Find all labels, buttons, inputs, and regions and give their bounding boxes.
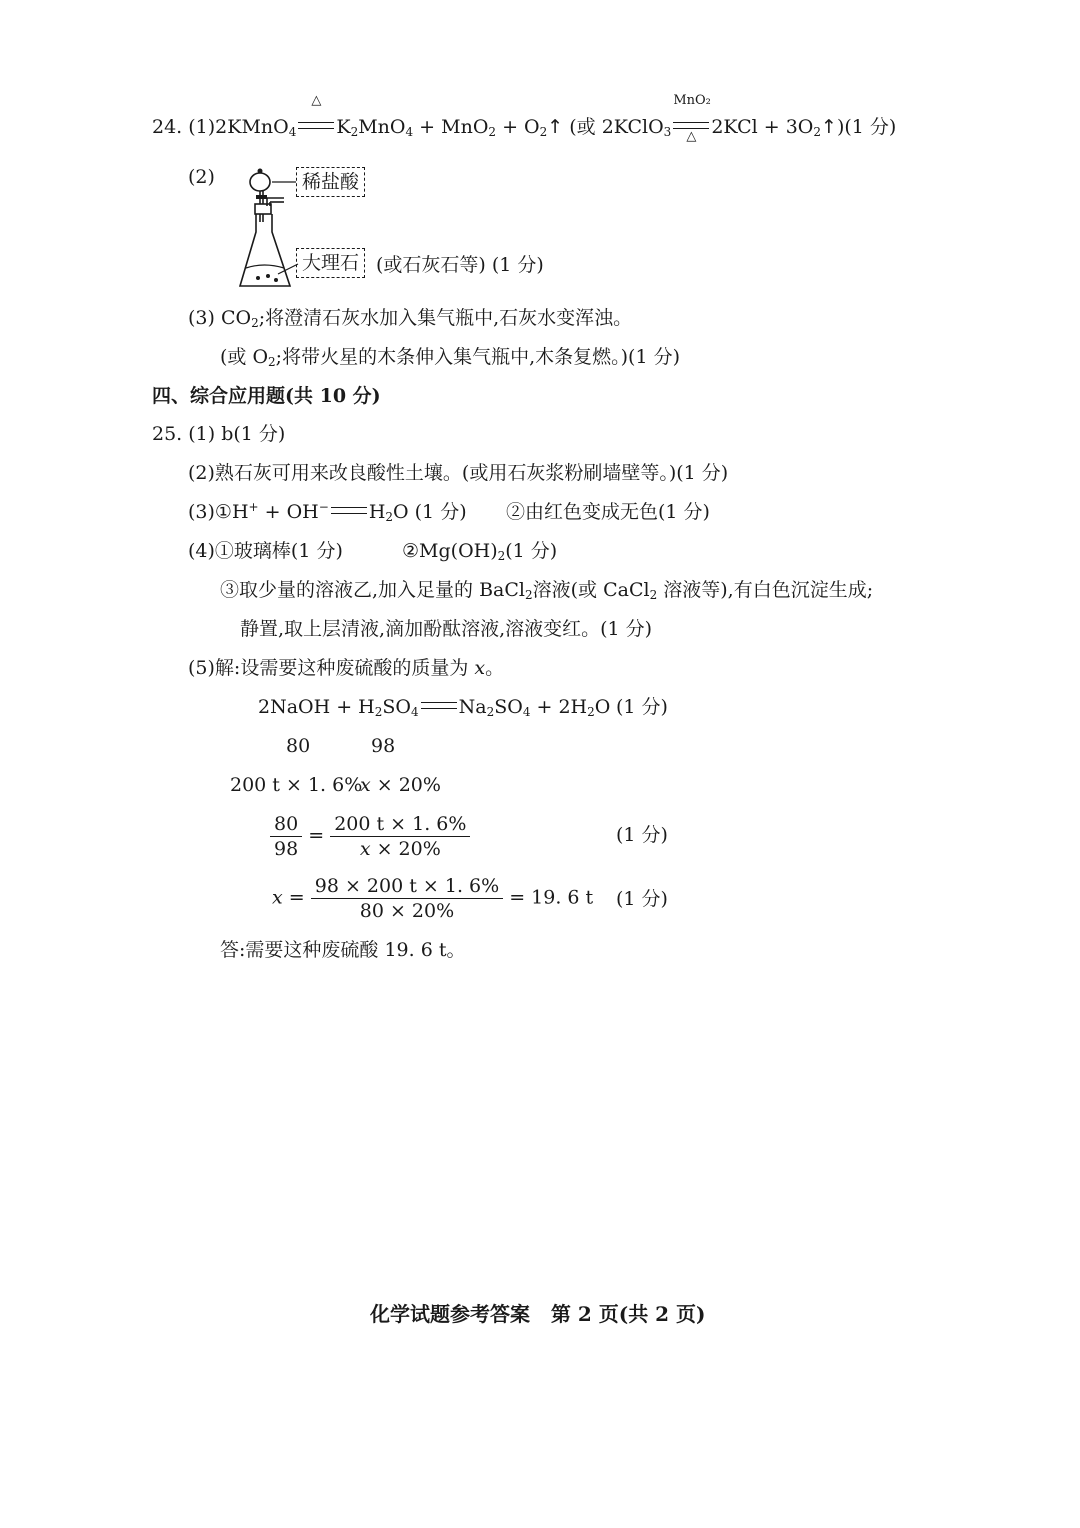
frac1-num: 80: [270, 812, 302, 837]
q25-part1: 25. (1) b(1 分): [152, 423, 286, 445]
q24-part1: [152, 93, 897, 144]
intro-var: x: [474, 657, 486, 679]
k2mno4-sub: 4: [405, 125, 414, 139]
frac3-num: 98 × 200 t × 1. 6%: [311, 874, 503, 899]
k2mno4-k: K: [336, 116, 351, 138]
so4: SO: [382, 696, 411, 718]
equals-sign-2: [421, 702, 457, 709]
glass-rod: (4)①玻璃棒(1 分): [188, 540, 343, 562]
oh-ion-charge: −: [318, 500, 329, 514]
q25-part3: [188, 499, 467, 525]
proportion: $\frac{80}{98}$ = $\frac{200 t \times 1. 6\%}{x \times 20\%}$: [270, 812, 470, 861]
q24-part3-line1: [188, 305, 632, 331]
mgoh2-sub: 2: [497, 549, 506, 563]
mgoh2: ②Mg(OH): [402, 540, 498, 562]
up-arrow-icon-2: ↑: [821, 116, 837, 138]
h2-sub: 2: [374, 705, 383, 719]
fraction-solve: [311, 874, 503, 923]
catalyst-label: MnO₂: [673, 93, 711, 108]
molar-mass-h2so4: 98: [371, 735, 396, 757]
water-sub: 2: [385, 510, 394, 524]
score: (1 分): [844, 116, 897, 138]
bacl2-text: ③取少量的溶液乙,加入足量的 BaCl: [220, 579, 525, 601]
h2o-h: + 2H: [530, 696, 588, 718]
kmno4-sub: 4: [288, 125, 297, 139]
na: Na: [458, 696, 487, 718]
mass-var: x: [360, 774, 371, 796]
water-o: O (1 分): [393, 501, 467, 523]
kcl-o2: 2KCl + 3O: [711, 116, 814, 138]
q25-part3-b: ②由红色变成无色(1 分): [506, 501, 710, 523]
section-4-heading: 四、综合应用题(共 10 分): [152, 385, 381, 407]
q25-part5-intro: [188, 655, 504, 681]
precipitate-text: 溶液等),有白色沉淀生成;: [657, 579, 874, 601]
molar-mass-naoh: 80: [286, 735, 311, 757]
so4-2: SO: [494, 696, 523, 718]
solve-score: (1 分): [616, 888, 668, 910]
x-var: x: [272, 886, 283, 909]
mass-pct: × 20%: [370, 774, 441, 796]
o2-test: ;将带火星的木条伸入集气瓶中,木条复燃。)(1 分): [275, 346, 680, 368]
h-ion-charge: +: [248, 500, 259, 514]
q25-part4-line1-b: [402, 538, 557, 564]
alt-close: ): [836, 116, 845, 138]
so4-2-sub: 4: [522, 705, 531, 719]
co2-test: ;将澄清石灰水加入集气瓶中,石灰水变浑浊。: [258, 307, 633, 329]
q25-part4-line2: [220, 577, 873, 603]
o2-sub: 2: [539, 125, 548, 139]
catalyst-equals-sign: [673, 93, 711, 144]
mass-h2so4: [360, 772, 441, 798]
dilute-hcl-label: 稀盐酸: [296, 167, 365, 197]
mgoh2-score: (1 分): [505, 540, 558, 562]
oh-ion: + OH: [258, 501, 319, 523]
h-ion: (3)①H: [188, 501, 249, 523]
k2mno4-k-sub: 2: [350, 125, 359, 139]
heat-symbol: △: [311, 93, 322, 108]
q24-part2-label: (2): [188, 166, 215, 188]
naoh-h: 2NaOH + H: [258, 696, 375, 718]
frac2-var: x: [359, 838, 371, 860]
marble-label: 大理石: [296, 248, 365, 278]
o2-alt: (或 O: [220, 346, 269, 368]
q25-part4-line3: 静置,取上层清液,滴加酚酞溶液,溶液变红。(1 分): [240, 618, 653, 640]
marble-note: (或石灰石等) (1 分): [376, 254, 544, 276]
q25-part4-line1: [188, 538, 343, 564]
kclo3-sub: 3: [663, 125, 672, 139]
mno2: + MnO: [413, 116, 489, 138]
neutralization-equation: [258, 694, 610, 720]
fraction-mr: [270, 812, 302, 861]
frac1-den: 98: [274, 838, 299, 860]
equals-sign: [331, 507, 367, 514]
kcl-o2-sub: 2: [813, 125, 822, 139]
o2: + O: [496, 116, 540, 138]
up-arrow-icon: ↑: [547, 116, 564, 138]
co2-sub: 2: [251, 316, 259, 330]
fraction-mass: [330, 812, 470, 861]
q25-part2: (2)熟石灰可用来改良酸性土壤。(或用石灰浆粉刷墙壁等。)(1 分): [188, 462, 729, 484]
x-result: = 19. 6 t: [509, 886, 594, 909]
kclo3: (或 2KClO: [569, 116, 664, 138]
bacl2-sub: 2: [524, 588, 533, 602]
frac2-den: [330, 837, 470, 861]
frac3-den: 80 × 20%: [359, 900, 455, 922]
h2o-o: O: [594, 696, 611, 718]
frac2-pct: × 20%: [370, 838, 441, 860]
so4-sub: 4: [411, 705, 419, 719]
cacl2-sub: 2: [649, 588, 658, 602]
na2-sub: 2: [486, 705, 495, 719]
h2o-sub: 2: [587, 705, 595, 719]
intro-end: 。: [485, 657, 505, 679]
proportion-score: (1 分): [616, 824, 668, 846]
mass-naoh: 200 t × 1. 6%: [230, 774, 363, 796]
water: H: [368, 501, 386, 523]
equation-score: (1 分): [616, 696, 668, 718]
intro-text: (5)解:设需要这种废硫酸的质量为: [188, 657, 475, 679]
o2-alt-sub: 2: [268, 355, 276, 369]
frac2-num: 200 t × 1. 6%: [330, 812, 470, 837]
solve-x: [272, 874, 593, 923]
flask-apparatus-icon: [234, 162, 304, 292]
co2: (3) CO: [188, 307, 252, 329]
q24-part3-line2: [220, 344, 680, 370]
kmno4: 2KMnO: [215, 116, 289, 138]
x-eq: =: [282, 886, 305, 909]
heat-symbol-2: △: [686, 129, 697, 144]
heat-equals-sign: [298, 93, 334, 140]
q24-label: 24. (1): [152, 116, 216, 138]
page-footer: 化学试题参考答案 第 2 页(共 2 页): [370, 1302, 706, 1326]
mno2-sub: 2: [488, 125, 497, 139]
cacl2-text: 溶液(或 CaCl: [532, 579, 650, 601]
final-answer: 答:需要这种废硫酸 19. 6 t。: [220, 939, 466, 961]
k2mno4-mno: MnO: [358, 116, 406, 138]
